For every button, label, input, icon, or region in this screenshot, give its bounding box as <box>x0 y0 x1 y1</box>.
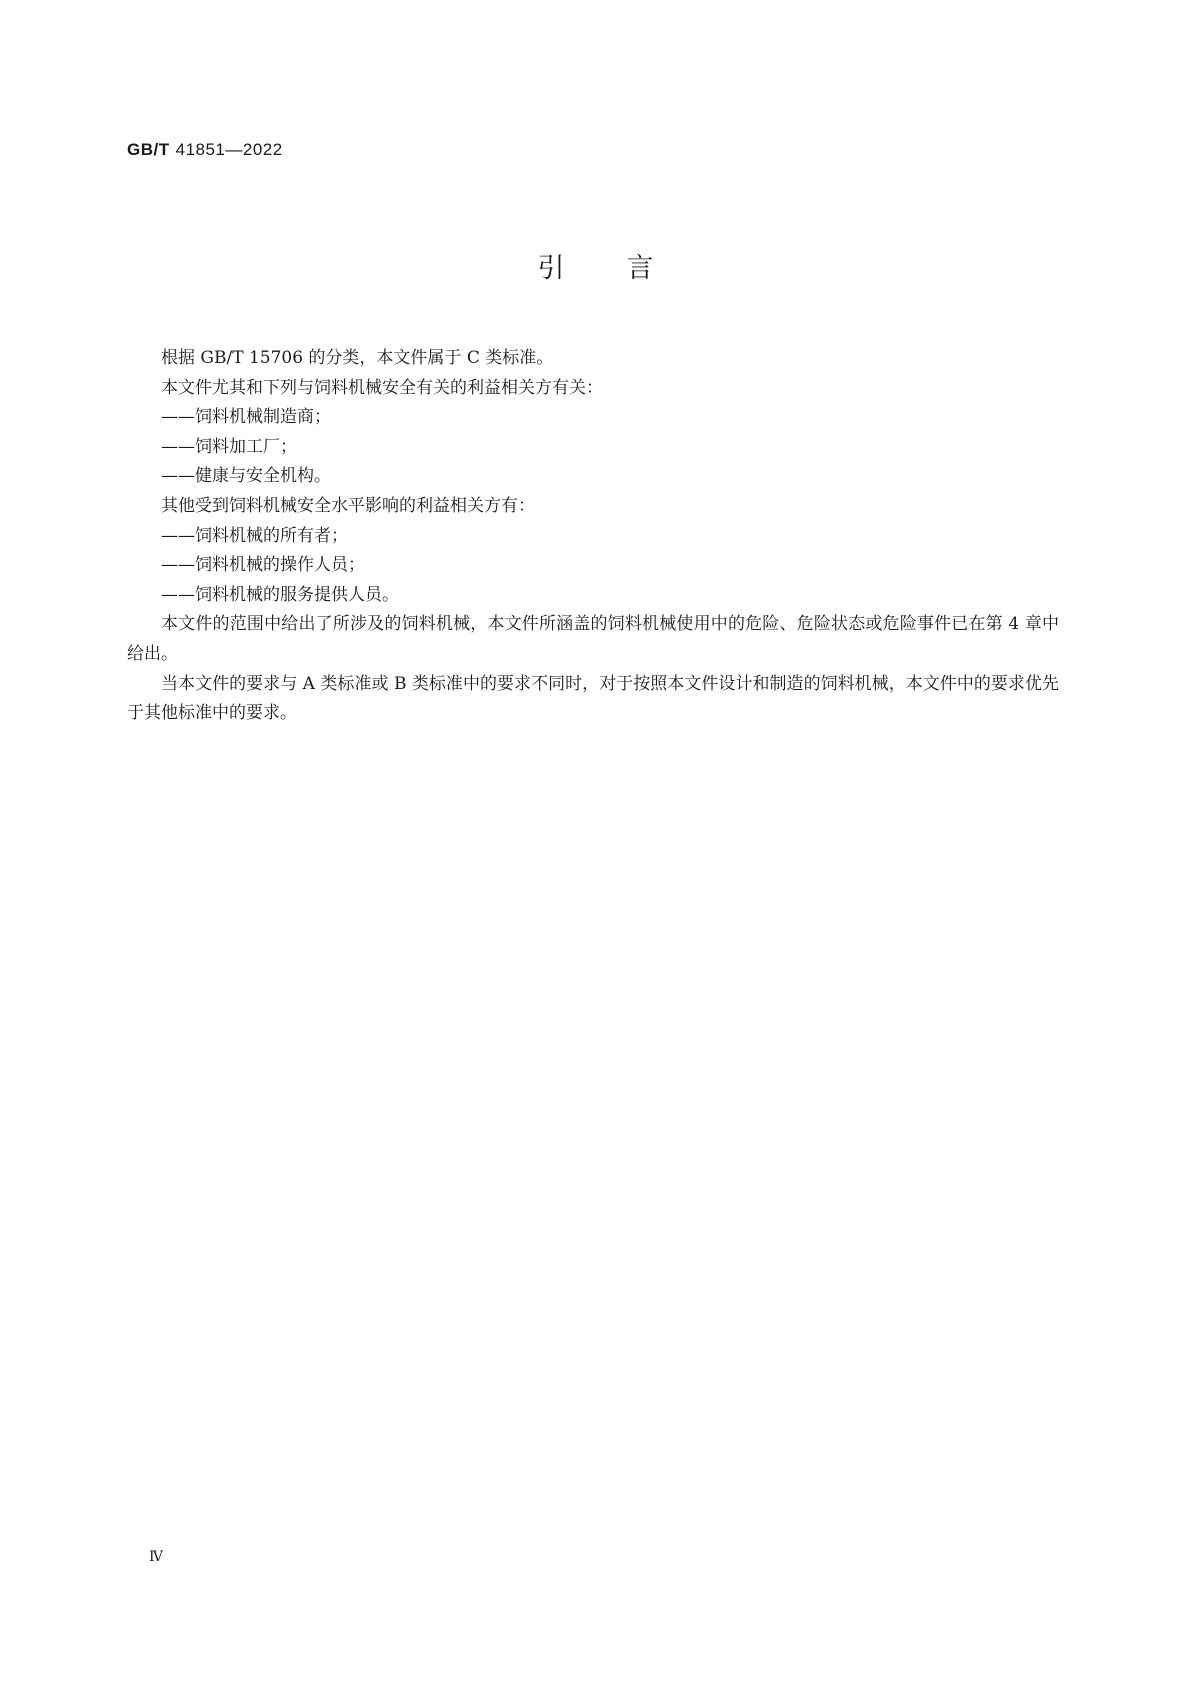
paragraph-other-stakeholders: 其他受到饲料机械安全水平影响的利益相关方有： <box>161 495 535 516</box>
standard-code-prefix: GB/T <box>127 140 170 159</box>
standard-code-header <box>127 140 283 160</box>
list-item: ——饲料机械的服务提供人员。 <box>161 584 399 605</box>
list-item: ——饲料加工厂； <box>161 436 297 457</box>
introduction-body <box>127 344 1059 729</box>
paragraph-scope: 本文件的范围中给出了所涉及的饲料机械，本文件所涵盖的饲料机械使用中的危险、危险状态或危险事件已在第 4 章中给出。 <box>127 614 1059 664</box>
list-item: ——饲料机械的所有者； <box>161 525 348 546</box>
paragraph-stakeholders-intro: 本文件尤其和下列与饲料机械安全有关的利益相关方有关： <box>161 377 603 398</box>
page-number: Ⅳ <box>149 1549 163 1565</box>
list-item: ——饲料机械的操作人员； <box>161 555 365 576</box>
section-title: 引言 <box>537 253 716 284</box>
list-item: ——饲料机械制造商； <box>161 407 331 428</box>
paragraph-precedence: 当本文件的要求与 A 类标准或 B 类标准中的要求不同时，对于按照本文件设计和制造的饲料机械，本文件中的要求优先于其他标准中的要求。 <box>127 673 1059 724</box>
list-item: ——健康与安全机构。 <box>161 466 331 487</box>
paragraph-classification: 根据 GB/T 15706 的分类，本文件属于 C 类标准。 <box>161 348 554 368</box>
standard-code-number: 41851—2022 <box>175 140 283 159</box>
